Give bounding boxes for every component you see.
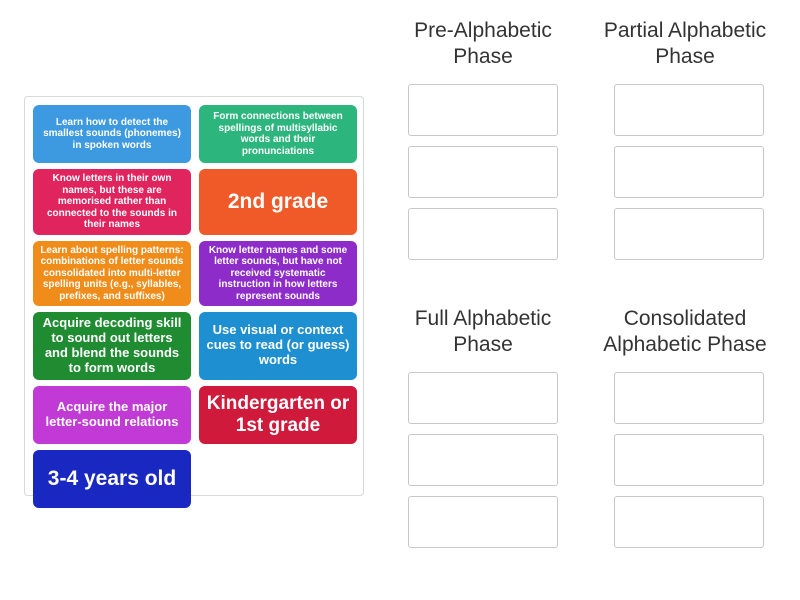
tile-label: Use visual or context cues to read (or guess) words — [206, 322, 350, 368]
drop-zone-group — [390, 306, 576, 548]
tile-label: Kindergarten or 1st grade — [206, 392, 350, 436]
drop-zone-group — [390, 18, 576, 260]
zone-slot-list — [390, 84, 576, 260]
tile-label: Acquire the major letter-sound relations — [45, 398, 179, 429]
zone-title: Pre-Alphabetic Phase — [414, 19, 552, 69]
draggable-tile[interactable] — [199, 241, 357, 307]
tile-label: Learn how to detect the smallest sounds (phonemes) in spoken words — [43, 116, 181, 151]
drop-slot[interactable] — [614, 146, 764, 198]
tile-label: Know letter names and some letter sounds, but have not received systematic instruction in how letters represent sounds — [208, 244, 348, 302]
draggable-tile[interactable] — [199, 169, 357, 235]
tile-label: 3-4 years old — [47, 466, 177, 490]
draggable-tile[interactable] — [199, 312, 357, 380]
tile-label: Form connections between spellings of multisyllabic words and their pronunciations — [213, 111, 343, 157]
draggable-tile[interactable] — [33, 105, 191, 163]
drop-slot[interactable] — [614, 208, 764, 260]
zone-title: Full Alphabetic Phase — [414, 307, 552, 357]
drop-slot[interactable] — [614, 496, 764, 548]
zone-title: Partial Alphabetic Phase — [603, 19, 767, 69]
draggable-tile[interactable] — [199, 386, 357, 444]
drop-slot[interactable] — [614, 434, 764, 486]
zone-title: Consolidated Alphabetic Phase — [603, 307, 767, 357]
drop-slot[interactable] — [408, 146, 558, 198]
draggable-tile[interactable] — [33, 450, 191, 508]
drop-slot[interactable] — [408, 84, 558, 136]
zone-slot-list — [390, 372, 576, 548]
draggable-tile[interactable] — [33, 312, 191, 380]
tiles-panel — [24, 96, 364, 496]
drop-zone-group — [592, 18, 778, 260]
tile-label: Learn about spelling patterns: combinations of letter sounds consolidated into multi-letter spelling units (e.g., syllables, prefixes, and suffixes) — [40, 244, 184, 302]
tile-label: Know letters in their own names, but these are memorised rather than connected to the sounds in their names — [46, 173, 177, 230]
draggable-tile[interactable] — [33, 386, 191, 444]
drop-slot[interactable] — [408, 372, 558, 424]
drop-zone-group — [592, 306, 778, 548]
drop-zones — [390, 18, 782, 582]
tile-label: Acquire decoding skill to sound out letters and blend the sounds to form words — [42, 315, 182, 375]
draggable-tile[interactable] — [33, 169, 191, 235]
drop-slot[interactable] — [408, 208, 558, 260]
tiles-grid — [33, 105, 357, 508]
tile-label: 2nd grade — [227, 189, 329, 213]
drop-slot[interactable] — [408, 434, 558, 486]
drop-slot[interactable] — [614, 84, 764, 136]
draggable-tile[interactable] — [33, 241, 191, 307]
zone-slot-list — [592, 372, 778, 548]
drop-slot[interactable] — [408, 496, 558, 548]
draggable-tile[interactable] — [199, 105, 357, 163]
drop-slot[interactable] — [614, 372, 764, 424]
zone-slot-list — [592, 84, 778, 260]
